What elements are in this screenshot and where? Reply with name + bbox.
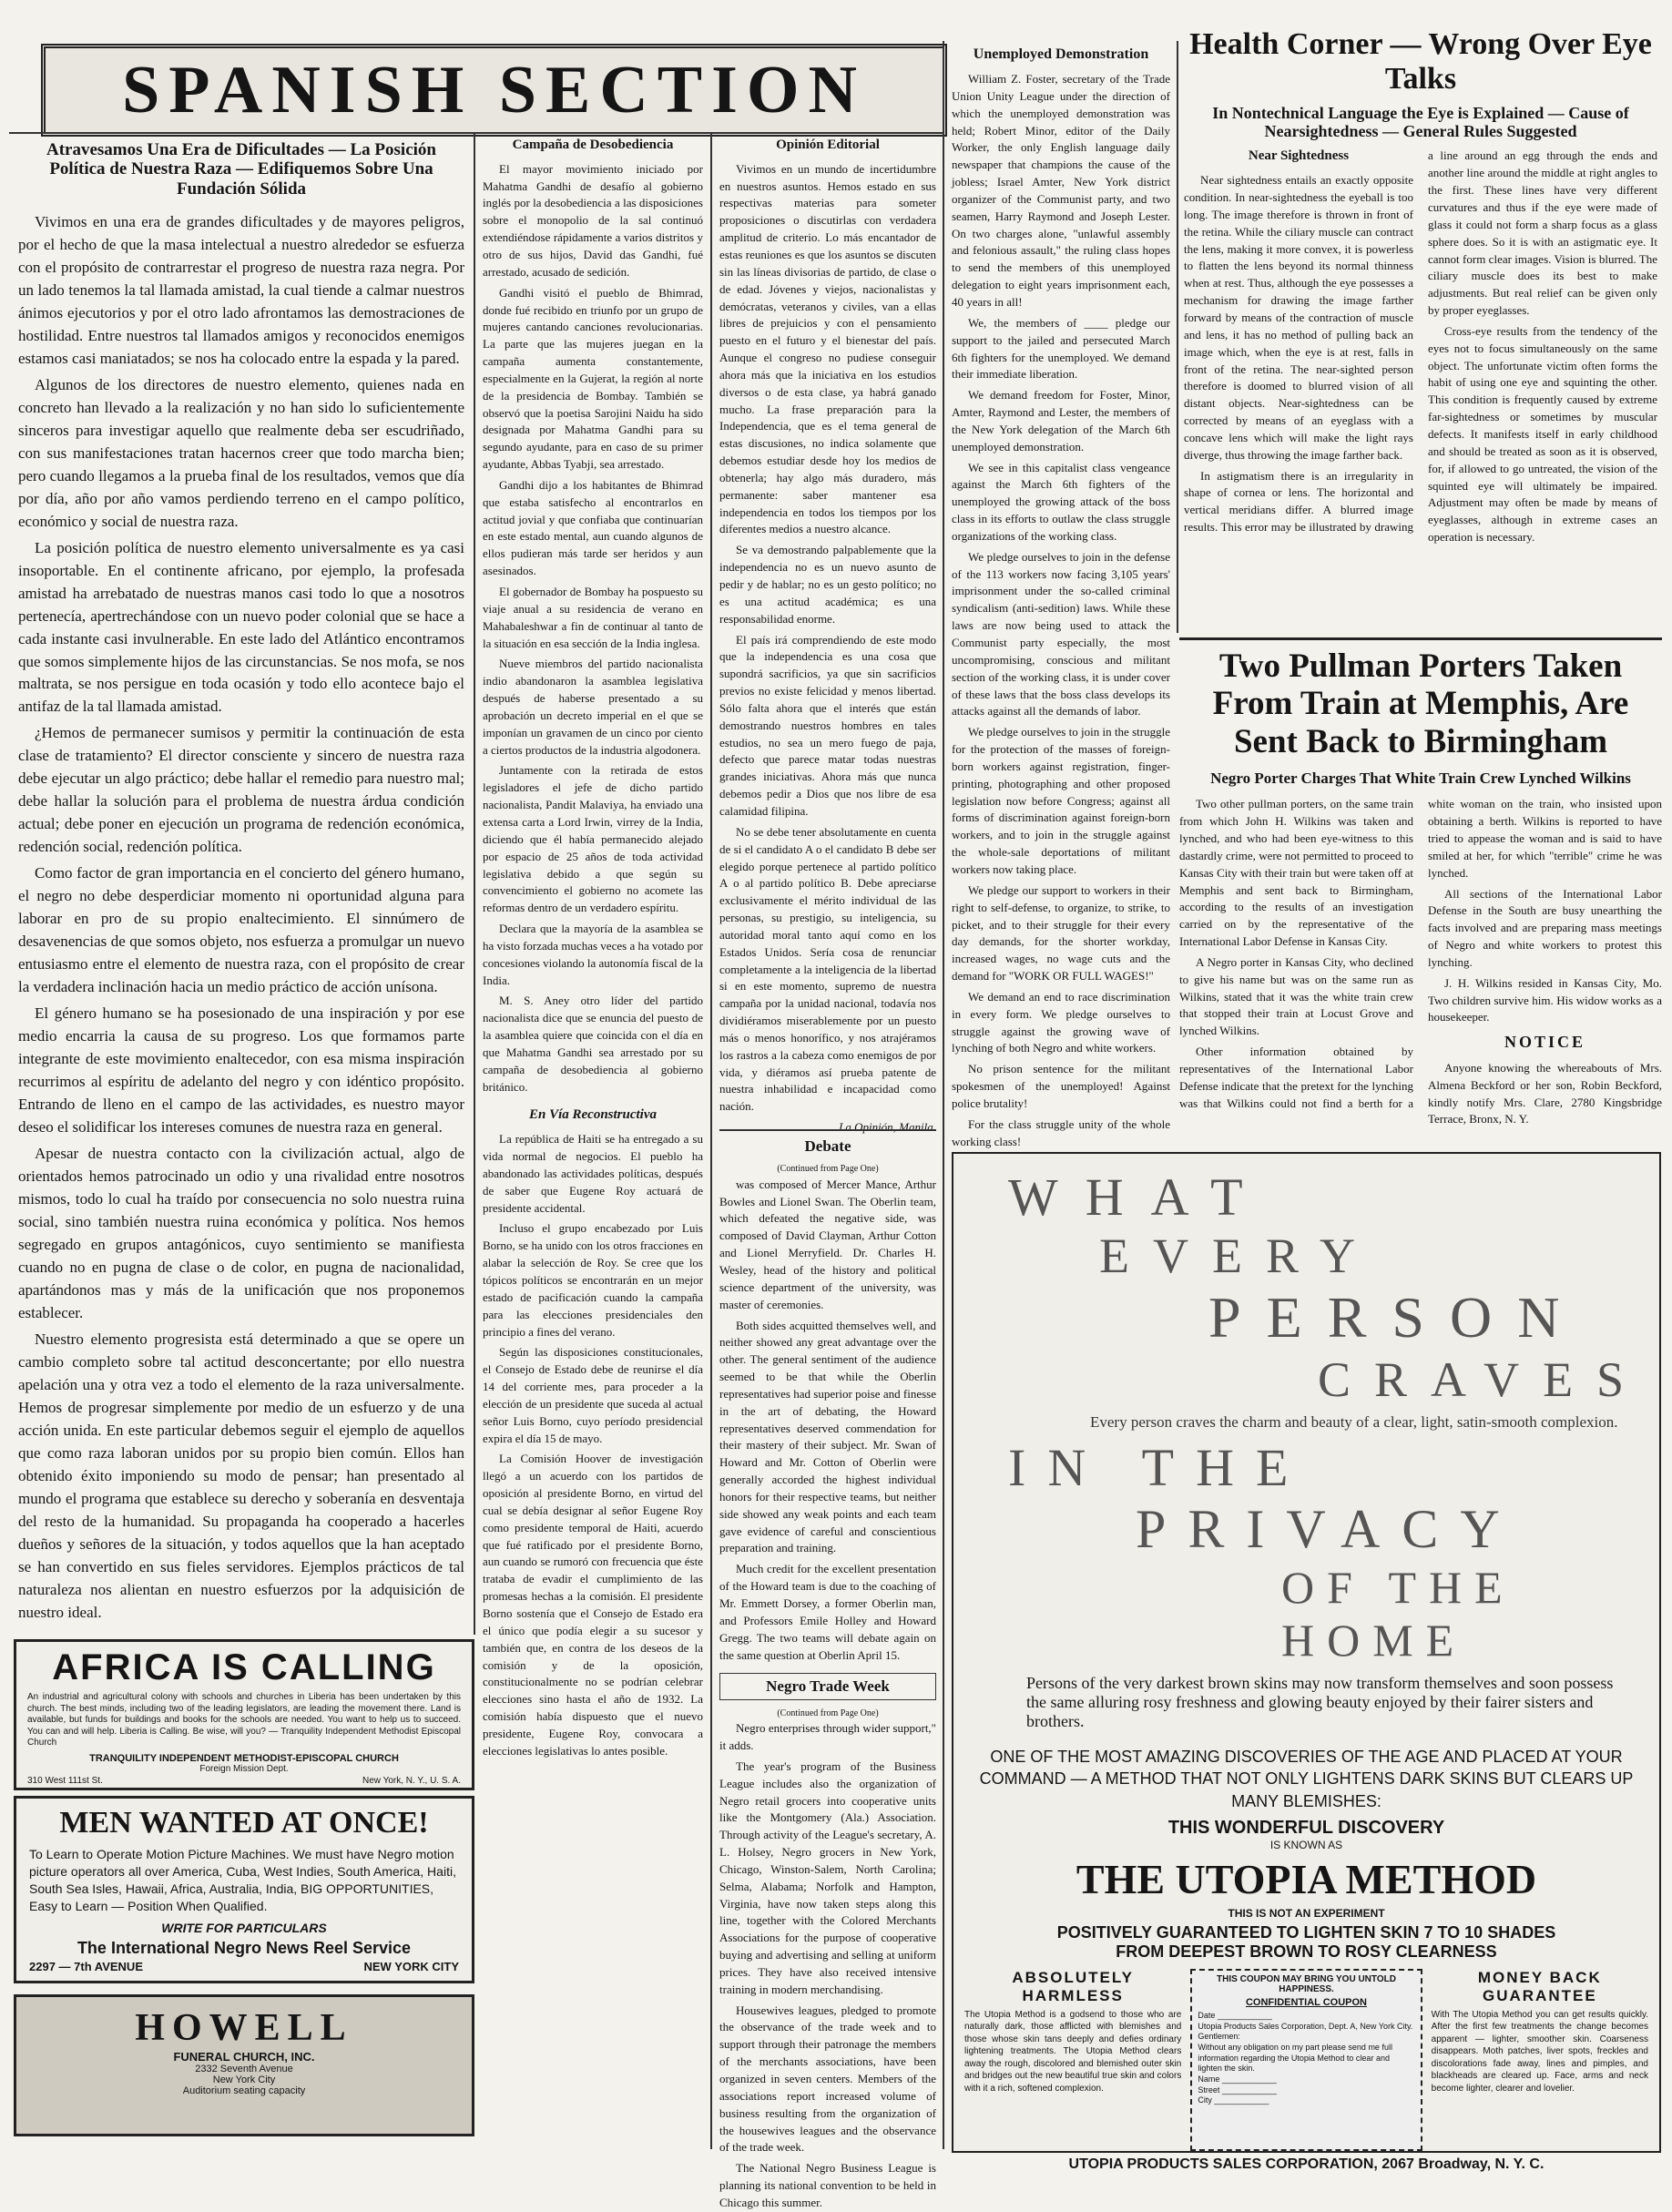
paragraph: Se va demostrando palpablemente que la independencia no es un nuevo asunto de pedir y de hablar; no es un gesto político; no es una actitud académica; es una responsabilidad enorme. xyxy=(719,543,936,626)
paragraph: No prison sentence for the militant spokesmen of the unemployed! Against police brutality! xyxy=(952,1062,1170,1110)
health-deck: In Nontechnical Language the Eye is Explained — Cause of Nearsightedness — General Rules Suggested xyxy=(1212,104,1629,141)
health-headline: Health Corner — Wrong Over Eye Talks xyxy=(1189,27,1652,97)
pullman-body xyxy=(1179,796,1662,1128)
column-rule xyxy=(943,41,944,2149)
paragraph: Apesar de nuestra contacto con la civilización actual, algo de orientados hemos patrocinado un odio y una rivalidad entre nosotros mismos, todo lo cual ha traído por consecuencia no solo nuestra ruina social, sino también nuestra ruina económica y política. Nos hemos segregado en grupos antagónicos, cuyo sentimiento se manifiesta cuando no en pugna de clase o de color, en pugna de nacionalidad, apartándonos mas y más de la unificación que nos proponemos establecer. xyxy=(18,1145,464,1322)
paragraph: Como factor de gran importancia en el concierto del género humano, el negro no debe desperdiciar momento ni oportunidad alguna para laborar en pro de su propio enaltecimiento. El sinnúmero de desavenencias de que somos objeto, nos esfuerza a promulgar un nuevo entusiasmo entre el elemento de nuestra raza, con el propósito de crear la verdadera inclinación hacia un medio práctico de acción unísona. xyxy=(18,864,464,996)
men-ad-cta: WRITE FOR PARTICULARS xyxy=(161,1920,327,1935)
coupon-line: Without any obligation on my part please send me full information regarding the Utopia Method to clear and lighten the skin. xyxy=(1198,2042,1392,2074)
utopia-line: IN THE xyxy=(1008,1438,1310,1497)
panel-head: MONEY BACK GUARANTEE xyxy=(1477,1968,1602,2004)
paragraph: The year's program of the Business League includes also the organization of Negro retail grocers into cooperative units like the Montgomery (Ala.) Association. Through activity of the League's secretary, A. L. Holsey, Negro grocers in New York, Chicago, Winston-Salem, North Carolina; Selma, Alabama; Norfolk and Hampton, Virginia, have now taken steps along this line, together with the Colored Merchants Associations for the purpose of cooperative buying and advertising and selling at uniform prices. They have also received intensive training in modern merchandising. xyxy=(719,1758,936,1996)
utopia-line: WHAT xyxy=(1008,1167,1270,1227)
paragraph: El gobernador de Bombay ha pospuesto su viaje anual a su residencia de verano en Mahabaleshwar a fin de continuar al tanto de la situación en esa sección de la India inglesa. xyxy=(483,585,703,650)
coupon-line: Name ____________ xyxy=(1198,2074,1277,2085)
howell-ad-title: HOWELL xyxy=(135,2007,353,2049)
paragraph: No se debe tener absolutamente en cuenta de si el candidato A o el candidato B debe ser elegido porque pertenece al partido político A o al partido político B. Debe apreciarse exclusivamente el mérito individual de las personas, su prestigio, su inteligencia, su autoridad moral tanto aquí como en los Estados Unidos. Sería cosa de renunciar completamente a la inteligencia de la libertad si en este momento, supremo de nuestra campaña por la unidad nacional, todavía nos dividiéramos miserablemente por un puesto más o menos honorífico, y nos atrajéramos los rastros a la cabeza como enemigos de por vida, y diéramos así prueba patente de nuestra inhabilidad e incapacidad como nación. xyxy=(719,824,936,1114)
paragraph: Negro enterprises through wider support," it adds. xyxy=(719,1721,936,1752)
africa-ad-text: An industrial and agricultural colony with schools and churches in Liberia has been undertaken by this church. The best minds, including two of the leading legislators, are leading the movement there. Land is available, but funds for buildings and books for the schools are needed. You want to help us to succeed. You can and will help. Liberia is Calling. Be wise, will you? — Tranquility Independent Methodist Episcopal Church xyxy=(27,1692,461,1748)
lead-body xyxy=(18,211,464,1625)
subhead: Near Sightedness xyxy=(1248,148,1350,164)
utopia-line: CRAVES xyxy=(1318,1352,1648,1407)
utopia-panels xyxy=(964,1969,1648,2151)
paragraph: La Comisión Hoover de investigación llegó a un acuerdo con los partidos de oposición al presidente Borno, en virtud del cual se debía designar al señor Eugene Roy como presidente temporal de Haiti, acuerdo que fué ratificado por el presidente Borno, aun cuando se rumoró con frecuencia que éste trataba de evadir el cumplimiento de las promesas hechas a la comisión. El presidente Borno sostenía que el Consejo de Estado era el único que podía elegir a su sucesor y también que, en contra de los deseos de la comisión y de la oposición, constitucionalmente no se podrían celebrar elecciones sino hasta el año de 1932. La comisión había dispuesto que el nuevo presidente, Eugene Roy, convocara a elecciones legislativas lo antes posible. xyxy=(483,1452,703,1758)
address-left: 2297 — 7th AVENUE xyxy=(29,1959,143,1973)
column-headline: Opinión Editorial xyxy=(776,138,880,152)
paragraph: The National Negro Business League is planning its national convention to be held in Chicago this summer. xyxy=(719,2161,936,2209)
paragraph: We pledge ourselves to join in the struggle for the protection of the masses of foreign-born workers against registration, finger-printing, photographing and other proposed legislation now before Congress; against all forms of discrimination against foreign-born workers, and to join in the struggle against the whole-sale deportations of militant workers now taking place. xyxy=(952,725,1170,876)
howell-ad-line: 2332 Seventh Avenue xyxy=(195,2064,293,2074)
utopia-sub: Persons of the very darkest brown skins may now transform themselves and soon possess the same alluring rosy freshness and glowing beauty enjoyed by their fairer sisters and brothers. xyxy=(1026,1674,1614,1730)
paragraph: Declara que la mayoría de la asamblea se ha visto forzada muchas veces a ha votado por concesiones violando la autonomía fiscal de la India. xyxy=(483,922,703,987)
paragraph: El género humano se ha posesionado de una inspiración y por ese medio encarria la causa de su progreso. Los que formamos parte integrante de este movimiento enaltecedor, con esa misma inspiración recurrimos al espíritu de adelanto del negro y con idéntico propósito. Entrando de lleno en el campo de las actividades, es nuestro mayor deseo el solidificar los intereses comunes de nuestra raza en general. xyxy=(18,1004,464,1137)
paragraph: Gandhi visitó el pueblo de Bhimrad, donde fué recibido en triunfo por un grupo de mujeres cantando canciones revolucionarias. La parte que las mujeres juegan en la campaña aumenta constantemente, especialmente en la Gujerat, la región al norte de la presidencia de Bombay. También se observó que la poetisa Sarojini Naidu ha sido designada por Mahatma Gandhi para su segundo ayudante, para en caso de su primer ayudante, Abbas Tyabji, sea arrestado. xyxy=(483,285,703,472)
africa-ad-title: AFRICA IS CALLING xyxy=(52,1647,436,1687)
notice-title: NOTICE xyxy=(1504,1033,1585,1052)
panel-text: The Utopia Method is a godsend to those who are naturally dark, those afflicted with blemishes and those whose skin tans deeply and defies ordinary lightening treatments. The Utopia Method clears away the rough, discolored and blemished outer skin and bridges out the new beautiful true skin and colors with it a rich, softened complexion. xyxy=(964,2009,1182,2094)
paragraph: In astigmatism there is an irregularity in shape of cornea or lens. The horizontal and vertical meridians differ. A blurred image results. This error may be illustrated by drawing a line around an egg through the ends and another line around the middle at right angles to the first. These lines have very different curvatures and thus if the eye were made of glass it could not form a sharp focus as a glass sphere does. So it is with an astigmatic eye. It cannot form clear images. Vision is blurred. The ciliary muscle does its best to make adjustments. But real relief can be given only by proper eyeglasses. xyxy=(1184,148,1657,535)
coupon-line: Date ____________ xyxy=(1198,2010,1272,2020)
paragraph: Según las disposiciones constitucionales, el Consejo de Estado debe de reunirse el día 14 del corriente mes, para proceder a la elección de un presidente que suceda al actual señor Luis Borno, cuyo período presidencial expira el día 15 de mayo. xyxy=(483,1345,703,1445)
column-rule xyxy=(474,132,475,1635)
column-headline: Debate xyxy=(719,1129,936,1156)
utopia-ad xyxy=(952,1152,1661,2172)
utopia-known: IS KNOWN AS xyxy=(1269,1838,1343,1851)
utopia-guarantee: FROM DEEPEST BROWN TO ROSY CLEARNESS xyxy=(1116,1942,1497,1961)
debate-article xyxy=(719,1129,936,2209)
paragraph: For the class struggle unity of the whole working class! xyxy=(952,1116,1170,1148)
africa-ad-org: TRANQUILITY INDEPENDENT METHODIST-EPISCOPAL CHURCH xyxy=(89,1752,399,1764)
howell-ad-line: Auditorium seating capacity xyxy=(182,2085,306,2096)
column-rule xyxy=(710,132,712,2149)
paragraph: We pledge our support to workers in their right to self-defense, to organize, to strike, to picket, and to their struggle for their every day demands, for the shorter workday, increased wages, no wage cuts and the demand for "WORK OR FULL WAGES!" xyxy=(952,882,1170,984)
coupon-top: THIS COUPON MAY BRING YOU UNTOLD HAPPINESS. xyxy=(1217,1973,1396,1994)
paragraph: We, the members of ____ pledge our support to the jailed and persecuted March 6th fighters for the unemployed. We demand their immediate liberation. xyxy=(952,315,1170,382)
paragraph: Cross-eye results from the tendency of the eyes not to focus simultaneously on the same object. The unfortunate victim often forms the habit of using one eye and squinting the other. This condition is frequently caused by extreme far-sightedness or sometimes by muscular defects. It manifests itself in early childhood and should be treated as soon as it is observed, for, if allowed to go untreated, the vision of the squinted eye will ultimately be impaired. Adjustment may often be made by means of eyeglasses, although in extreme cases an operation is necessary. xyxy=(1428,323,1657,545)
column-headline: Campaña de Desobediencia xyxy=(512,138,674,152)
address-right: NEW YORK CITY xyxy=(363,1959,459,1973)
address-left: 310 West 111st St. xyxy=(27,1775,103,1786)
utopia-wonder: THIS WONDERFUL DISCOVERY xyxy=(1167,1817,1445,1838)
paragraph: was composed of Mercer Mance, Arthur Bowles and Lionel Swan. The Oberlin team, which defeated the negative side, was composed of David Clayman, Arthur Cotton and Lionel Merryfield. Dr. Charles H. Wesley, head of the history and political science department of the university, was master of ceremonies. xyxy=(719,1177,936,1311)
paragraph: Incluso el grupo encabezado por Luis Borno, se ha unido con los otros fracciones en alabar la selección de Roy. Se cree que los tópicos políticos se encontrarán en un mejor estado de pacificación cuando la campaña para las elecciones presidenciales den principio a fines del verano. xyxy=(483,1221,703,1339)
pullman-article xyxy=(1179,637,1662,1184)
unemployed-article xyxy=(952,46,1170,1175)
men-ad-title: MEN WANTED AT ONCE! xyxy=(59,1806,429,1840)
coupon-line: Utopia Products Sales Corporation, Dept. A, New York City. xyxy=(1198,2021,1413,2031)
men-ad-address xyxy=(29,1960,459,1973)
paragraph: Two other pullman porters, on the same train from which John H. Wilkins was taken and lynched, and who had been eye-witness to this dastardly crime, were not permitted to proceed to Kansas City with their train but were taken off at Memphis and sent back to Birmingham, according to the results of an investigation carried on by the representative of the International Labor Defense in Kansas City. xyxy=(1179,797,1413,949)
gandhi-article xyxy=(483,137,703,2140)
address-right: New York, N. Y., U. S. A. xyxy=(362,1775,461,1786)
paragraph: El país irá comprendiendo de este modo que la independencia es una cosa que supondrá sacrificios, ya que sin sacrificios previos no existe felicidad y menos libertad. Sólo falta ahora que el interés que están demostrando nuestros hombres en tales estudios, no sea un mero fuego de paja, defecto que parece matar todas nuestras grandes iniciativas. Ahora más que nunca debemos pedir a Dios que nos libre de esa calamidad filipina. xyxy=(719,632,936,818)
utopia-line: EVERY xyxy=(1099,1228,1380,1283)
paragraph: A Negro porter in Kansas City, who declined to give his name but was on the same run as Wilkins, stated that it was the white train crew that stopped their train at Locust Grove and lynched Wilkins. xyxy=(1179,954,1413,1038)
utopia-coupon[interactable] xyxy=(1190,1969,1422,2151)
utopia-name: THE UTOPIA METHOD xyxy=(1076,1855,1537,1902)
paragraph: Both sides acquitted themselves well, and neither showed any great advantage over the other. The general sentiment of the audience seemed to be that while the Oberlin representatives had superior poise and finesse in the art of debating, the Howard representatives deserved commendation for their mastery of their subject. Mr. Swan of Howard and Mr. Cotton of Oberlin were generally accorded the highest individual honors for their respective teams, but neither side showed any weak points and each team gave evidence of careful and conscientious preparation and training. xyxy=(719,1318,936,1555)
paragraph: Housewives leagues, pledged to promote the observance of the trade week and to support through their patronage the members of the merchants associations, have been organized in seven centers. Members of the associations report increased volume of business resulting from the organization of the housewives leagues and the observance of the trade week. xyxy=(719,2003,936,2155)
coupon-form xyxy=(1198,2011,1414,2106)
pullman-deck: Negro Porter Charges That White Train Crew Lynched Wilkins xyxy=(1210,770,1631,788)
paragraph: La posición política de nuestro elemento universalmente es ya casi insoportable. En el continente africano, por ejemplo, la profesada amistad ha arrebatado de nuestras manos casi todo lo que a nosotros pertenecía, apertrechándose con un nuevo poder colonial que se hace a cada instante casi invulnerable. En este lado del Atlántico encontramos que somos simplemente hijos de las circunstancias. Se nos mofa, se nos maltrata, se nos persigue en toda ocasión y todo ello acontece bajo el antifaz de la tal llamada amistad. xyxy=(18,538,464,716)
utopia-guarantee: POSITIVELY GUARANTEED TO LIGHTEN SKIN 7 TO 10 SHADES xyxy=(1056,1922,1556,1942)
continued-note: (Continued from Page One) xyxy=(777,1164,879,1175)
paragraph: Near sightedness entails an exactly opposite condition. In near-sightedness the eyeball is too long. The image therefore is thrown in front of the retina. While the ciliary muscle can contract the lens, making it more convex, it is powerless to flatten the lens beyond its normal thinness when at rest. Thus, although the eye possesses a mechanism for drawing the image farther forward by means of the contraction of muscle and lens, it has no method of pulling back an image which, when the eye is at rest, falls in front of the retina. The near-sighted person therefore is doomed to blurred vision of all distant objects. Near-sightedness can be corrected by means of an eyeglass with a concave lens which will make the light rays diverge, thus throwing the image farther back. xyxy=(1184,173,1413,462)
column-headline: Negro Trade Week xyxy=(719,1673,936,1699)
utopia-not-exp: THIS IS NOT AN EXPERIMENT xyxy=(1228,1906,1385,1920)
editorial-article xyxy=(719,137,936,1135)
health-article xyxy=(1184,27,1657,628)
paragraph: Nuestro elemento progresista está determinado a que se opere un cambio completo sobre tal actitud desconcertante; por ello nuestra apelación una y otra vez a todo el elemento de la raza universalmente. Hemos de progresar simplemente por medio de un esfuerzo y de una acción unida. En este particular debemos seguir el ejemplo de aquellos que como raza laboran unidos por su propio bien común. Ellos han obtenido éxito imponiendo su modo de pensar; han presentado al mundo el programa que establece su derecho y soberanía en desventaja del resto de la humanidad. Su propaganda ha cooperado a hacerles dueños y señores de la situación, y todos aquellos que la han aceptado se han convertido en sus fieles servidores. Ejemplos prácticos de tal naturaleza nos alientan en nuestro esfuerzos por la adquisición de nuestro ideal. xyxy=(18,1330,464,1621)
howell-ad-sub: FUNERAL CHURCH, INC. xyxy=(173,2050,315,2064)
column-rule xyxy=(1177,41,1178,633)
paragraph: We demand an end to race discrimination in every form. We pledge ourselves to struggle against the growing wave of lynching of both Negro and white workers. xyxy=(952,989,1170,1055)
paragraph: J. H. Wilkins resided in Kansas City, Mo. Two children survive him. His widow works as a housekeeper. xyxy=(1428,975,1662,1024)
paragraph: Other information obtained by representatives of the International Labor Defense indicate that the pretext for the lynching was that Wilkins could not find a berth for a white woman on the train, who insisted upon obtaining a berth. Wilkins is reported to have tried to appease the woman and is said to have smiled at her, for which "terrible" crime he was lynched. xyxy=(1179,797,1662,1110)
paragraph: Nueve miembros del partido nacionalista indio abandonaron la asamblea legislativa después de haberse presentado a su aprobación un decreto imperial en el que se imponían un gravamen de un cinco por ciento a ciertos productos de la industria algodonera. xyxy=(483,657,703,757)
paragraph: William Z. Foster, secretary of the Trade Union Unity League under the direction of which the unemployed demonstration was held; Robert Minor, editor of the Daily Worker, the only English language daily newspaper that champions the cause of the jobless; Israel Amter, New York district organizer of the Communist party, and two seamen, Harry Raymond and Joseph Lester. On two charges alone, "unlawful assembly and felonious assault," the ruling class hopes to send the members of this unemployed delegation to eight years imprisonment each, 40 years in all! xyxy=(952,72,1170,309)
utopia-line: PRIVACY xyxy=(1136,1499,1522,1559)
continued-note: (Continued from Page One) xyxy=(777,1707,879,1718)
utopia-footer: UTOPIA PRODUCTS SALES CORPORATION, 2067 Broadway, N. Y. C. xyxy=(1068,2156,1545,2172)
paragraph: Gandhi dijo a los habitantes de Bhimrad que estaba satisfecho al encontrarlos en actitud jovial y que confiaba que continuarían en este estado mental, aun cuando algunos de ellos pudieran más tarde ser heridos y aun asesinados. xyxy=(483,477,703,578)
subhead: En Vía Reconstructiva xyxy=(528,1107,658,1123)
paragraph: El mayor movimiento iniciado por Mahatma Gandhi de desafío al gobierno inglés por la desobediencia a las disposiciones sobre el monopolio de la sal continuó extendiéndose rápidamente a varios distritos y otro de sus hijos, David das Gandhi, fué arrestado, acusado de sedición. xyxy=(483,161,703,279)
men-wanted-ad xyxy=(14,1796,474,1983)
panel-text: With The Utopia Method you can get results quickly. After the first few treatments the change becomes apparent — lighter, smoother skin. Coarseness disappears. Moth patches, liver spots, freckles and discolorations fade away, lines and pimples, and blackheads are cleared up. Face, arms and neck become lighter, clearer and lovelier. xyxy=(1431,2009,1648,2094)
paragraph: All sections of the International Labor Defense in the South are busy unearthing the facts involved and are preparing mass meetings of Negro and white workers to protest this lynching. xyxy=(1428,886,1662,969)
coupon-line: Gentlemen: xyxy=(1198,2032,1240,2042)
africa-ad-dept: Foreign Mission Dept. xyxy=(199,1763,289,1774)
coupon-line: Street ____________ xyxy=(1198,2085,1277,2095)
utopia-line: PERSON xyxy=(1208,1285,1585,1350)
column-headline: Unemployed Demonstration xyxy=(973,46,1149,62)
utopia-discovery: ONE OF THE MOST AMAZING DISCOVERIES OF THE AGE AND PLACED AT YOUR COMMAND — A METHOD THAT NOT ONLY LIGHTENS DARK SKINS BUT CLEARS UP MANY BLEMISHES: xyxy=(979,1748,1634,1810)
utopia-left-panel xyxy=(964,1969,1181,2151)
paragraph: La república de Haiti se ha entregado a su vida normal de negocios. El pueblo ha abandonado las actividades políticas, después de saber que Eugene Roy actuará de presidente accidental. xyxy=(483,1132,703,1215)
paragraph: Juntamente con la retirada de estos legisladores el jefe de dicho partido nacionalista, Pandit Malaviya, ha enviado una extensa carta a Lord Irwin, virrey de la India, diciendo que él había permanecido alejado por espacio de 25 años de toda actividad legislativa debido a que según su convencimiento el gobierno no acomete las reformas dentro de un verdadero espíritu. xyxy=(483,763,703,915)
row-rule xyxy=(9,132,943,134)
utopia-line: OF THE HOME xyxy=(1281,1562,1515,1666)
banner-text: SPANISH SECTION xyxy=(122,52,866,127)
men-ad-text: To Learn to Operate Motion Picture Machines. We must have Negro motion picture operators all over America, Cuba, West Indies, South America, Haiti, South Sea Isles, Hawaii, Africa, Australia, India, BIG OPPORTUNITIES, Easy to Learn — Position When Qualified. xyxy=(29,1847,456,1913)
paragraph: Vivimos en un mundo de incertidumbre en nuestros asuntos. Hemos estado en sus respectivas materias para someter proposiciones o discutirlas con verdadera amplitud de criterio. Lo más encantador de estas reuniones es que los asuntos se discuten sin las líneas divisorias de partido, de clase o de edad. Jóvenes y viejos, nacionalistas y demócratas, veteranos y civiles, van a ellas libres de prejuicios y con el pensamiento puesto en el futuro y el bienestar del país. Aunque el congreso no pudiese conseguir ahora más que la iniciativa en los estudios diversos o de esta clase, ya habrá ganado mucho. La frase preparación para la Independencia, que es el tema general de estas discusiones, no indica solamente que debemos estudiar desde hoy los medios de obtenerla; hay algo más duradero, más permanente: saber mantener esa independencia en todos los tiempos por los diferentes medios a nuestro alcance. xyxy=(719,161,936,536)
utopia-right-panel xyxy=(1432,1969,1648,2151)
health-body xyxy=(1184,148,1657,545)
utopia-sub: Every person craves the charm and beauty of a clear, light, satin-smooth complexion. xyxy=(1090,1413,1618,1431)
section-banner xyxy=(41,44,947,137)
paragraph: Much credit for the excellent presentation of the Howard team is due to the coaching of Mr. Emmett Dorsey, a former Oberlin man, and Professors Emile Holley and Howard Gregg. The two teams will debate again on the same question at Oberlin April 15. xyxy=(719,1562,936,1662)
pullman-headline: Two Pullman Porters Taken From Train at Memphis, Are Sent Back to Birmingham xyxy=(1179,637,1662,760)
paragraph: La Opinión, Manila. xyxy=(839,1120,936,1135)
panel-head: ABSOLUTELY HARMLESS xyxy=(1012,1968,1134,2004)
lead-headline: Atravesamos Una Era de Dificultades — La Posición Política de Nuestra Raza — Edifiquemos Sobre Una Fundación Sólida xyxy=(46,140,436,199)
coupon-title: CONFIDENTIAL COUPON xyxy=(1245,1996,1367,2008)
paragraph: M. S. Aney otro líder del partido nacionalista dice que se enuncia del puesto de la asamblea quiere que coincida con el día en que Mahatma Gandhi sea arrestado por su campaña de desobediencia al gobierno británico. xyxy=(483,994,703,1094)
coupon-line: City ____________ xyxy=(1198,2095,1269,2105)
africa-ad-address xyxy=(27,1776,461,1786)
paragraph: We see in this capitalist class vengeance against the March 6th fighters of the unemployed the growing attack of the boss class in its efforts to outlaw the class struggle organizations of the working class. xyxy=(952,460,1170,543)
paragraph: ¿Hemos de permanecer sumisos y permitir la continuación de esta clase de tratamiento? El director consciente y sincero de nuestra raza debe ejecutar un algo práctico; debe hallar el remedio para nuestro mal; debe hallar la solución para el problema de nuestra árdua condición actual; debe poner en ejecución un programa de redención económica, redención social, redención política. xyxy=(18,724,464,856)
howell-ad xyxy=(14,1994,474,2136)
africa-ad xyxy=(14,1639,474,1790)
men-ad-org: The International Negro News Reel Service xyxy=(76,1938,412,1957)
paragraph: We pledge ourselves to join in the defense of the 113 workers now facing 3,105 years' imprisonment under the so-called criminal syndicalism (anti-sedition) laws. While these laws are now being used to attack the Communist party especially, the most uncompromising, conscious and militant section of the working class, it is under cover of these laws that the boss class develops its attacks against all the demands of labor. xyxy=(952,549,1170,719)
paragraph: We demand freedom for Foster, Minor, Amter, Raymond and Lester, the members of the New York delegation of the March 6th unemployed demonstration. xyxy=(952,388,1170,454)
notice-text: Anyone knowing the whereabouts of Mrs. Almena Beckford or her son, Robin Beckford, kindly notify Mrs. Clare, 2780 Kingsbridge Terrace, Bronx, N. Y. xyxy=(1428,1060,1662,1126)
lead-article xyxy=(18,137,464,1630)
howell-ad-line: New York City xyxy=(212,2074,276,2085)
paragraph: Algunos de los directores de nuestro elemento, quienes nada en concreto han llevado a la realización y no han sido lo suficientemente sinceros para investigar aquello que realmente deba ser escudriñado, con sus manifestaciones tratan hacernos creer que todo marcha bien; pero cuando llegamos a la prueba final de los resultados, vemos que día por día, año por año vamos perdiendo terreno en el campo político, económico y social de nuestra raza. xyxy=(18,375,464,530)
paragraph: Vivimos en una era de grandes dificultades y de mayores peligros, por el hecho de que la masa intelectual a nuestro alrededor se esfuerza con el propósito de contrarrestar el progreso de nuestra raza negra. Por un lado tenemos la tal llamada amistad, la cual tiende a calmar nuestros ánimos ejecutorios y por el otro lado afrontamos las demostraciones de hostilidad. Entre nuestros tal llamados amigos y reconocidos enemigos estamos casi maniatados; se nos ha colocado entre la espada y la pared. xyxy=(18,212,464,367)
